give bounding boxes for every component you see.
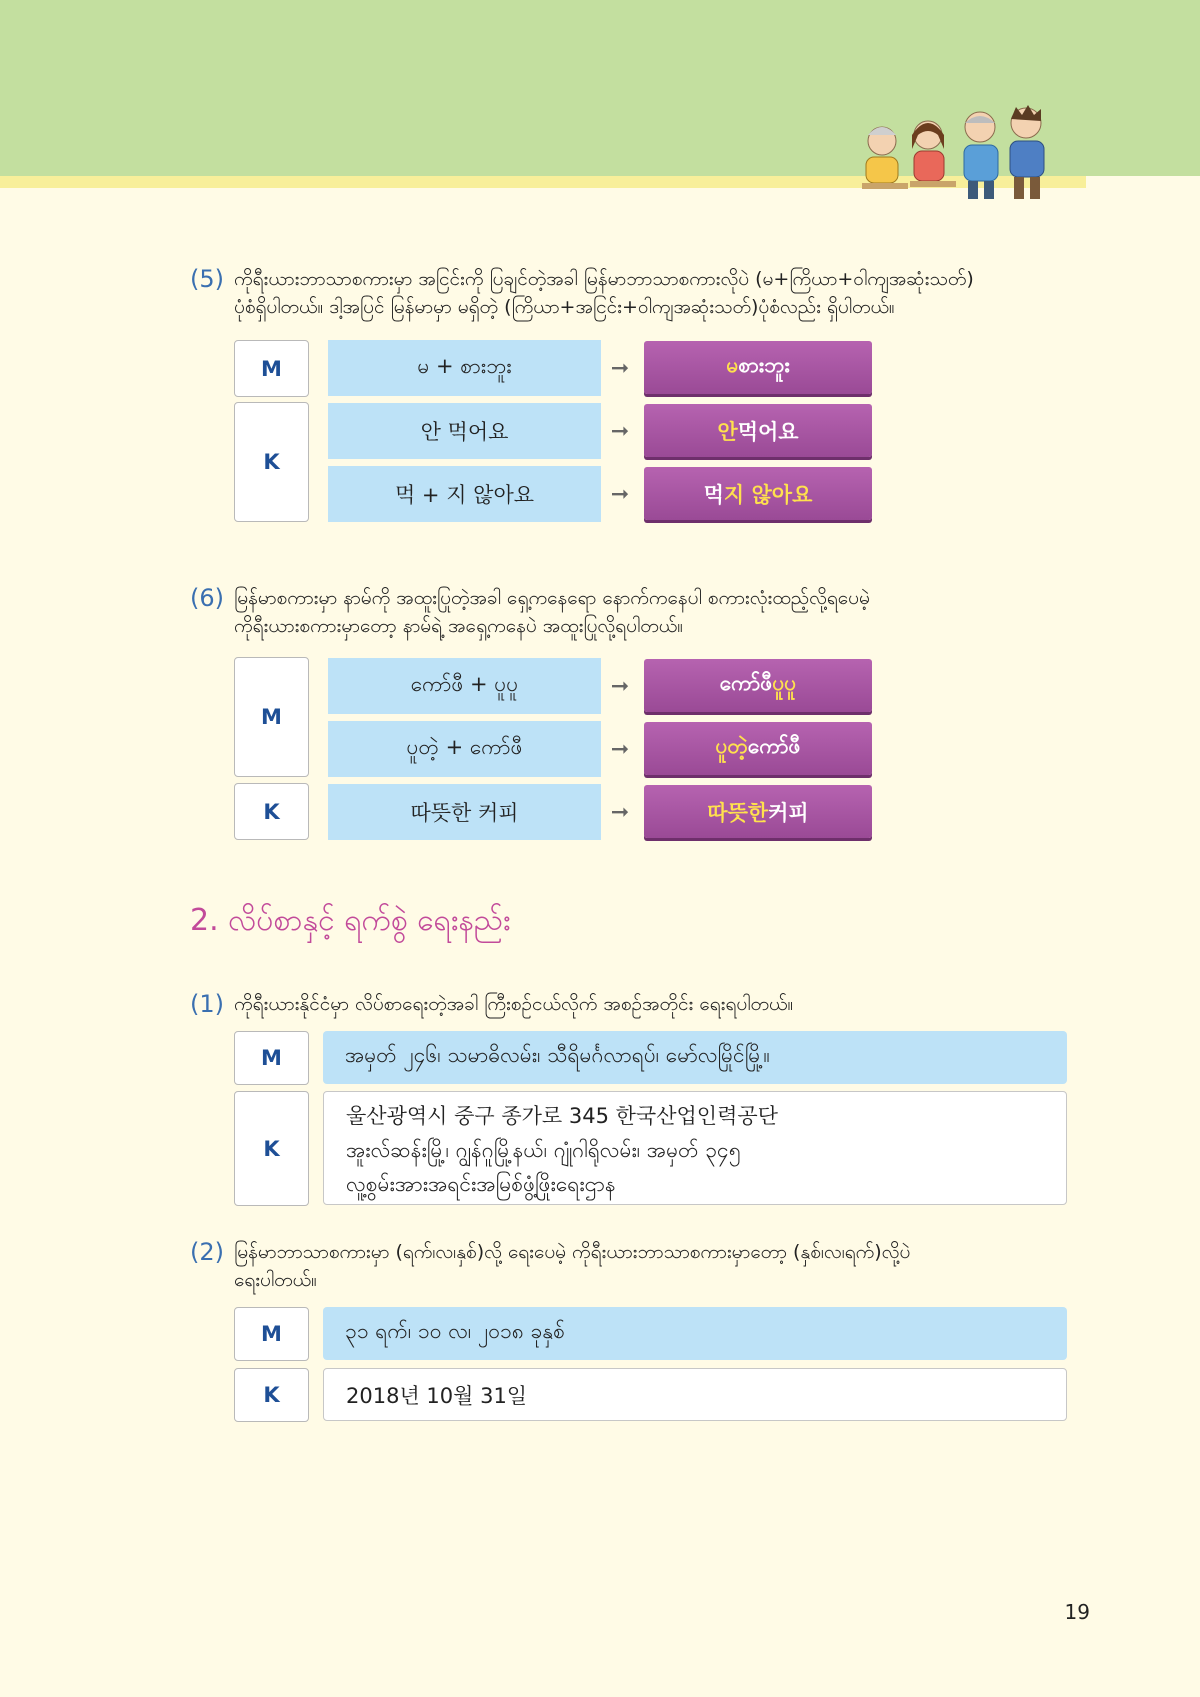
- person-3-icon: [964, 112, 998, 199]
- address-m-box: [323, 1031, 1067, 1084]
- source-box: 먹 + 지 않아요: [328, 466, 601, 522]
- note-text: ကိုရီးယားနိုင်ငံမှာ လိပ်စာရေးတဲ့အခါ ကြီးစဉ်ငယ်လိုက် အစဉ်အတိုင်း ရေးရပါတယ်။: [234, 993, 794, 1015]
- result-highlight: ပူတဲ့: [715, 734, 748, 758]
- arrow-right-icon: ➞: [610, 673, 630, 699]
- source-box: 따뜻한 커피: [328, 784, 601, 840]
- tag-k: K: [234, 783, 309, 840]
- result-box: [644, 722, 872, 775]
- address-k-line: လူ့စွမ်းအားအရင်းအမြစ်ဖွံ့ဖြိုးရေးဌာန: [346, 1172, 616, 1196]
- tag-m: M: [234, 340, 309, 397]
- tag-m: M: [234, 657, 309, 777]
- source-box: ပူတဲ့ + ကော်ဖီ: [328, 721, 601, 777]
- result-pre: ကော်ဖီ: [719, 671, 773, 695]
- source-box: မ + စားဘူး: [328, 340, 601, 396]
- result-highlight: 지 않아요: [723, 482, 813, 507]
- result-box: [644, 467, 872, 520]
- note-number: (1): [190, 990, 224, 1018]
- arrow-right-icon: ➞: [610, 799, 630, 825]
- note-6: [190, 584, 1070, 640]
- note-date: [190, 1238, 1070, 1294]
- note-text-line1: မြန်မာဘာသာစကားမှာ (ရက်၊လ၊နှစ်)လို့ ရေးပေမဲ့ ကိုရီးယားဘာသာစကားမှာတော့ (နှစ်၊လ၊ရက်)လို့ပဲ: [234, 1241, 911, 1263]
- source-box: ကော်ဖီ + ပူပူ: [328, 658, 601, 714]
- note-text-line2: ကိုရီးယားစကားမှာတော့ နာမ်ရဲ့ အရှေ့ကနေပဲ အထူးပြုလို့ရပါတယ်။: [234, 615, 683, 637]
- tag-k: K: [234, 1091, 309, 1206]
- page-number: 19: [1064, 1600, 1090, 1624]
- section-heading: 2. လိပ်စာနှင့် ရက်စွဲ ရေးနည်း: [190, 903, 511, 938]
- note-number: (2): [190, 1238, 224, 1266]
- result-box: [644, 404, 872, 457]
- tag-k: K: [234, 1368, 309, 1422]
- result-highlight: 안: [717, 419, 738, 444]
- address-k-line: အူးလ်ဆန်းမြို့၊ ဂျွန်ဂူမြို့နယ်၊ ဂျုံဂါရိုလမ်း၊ အမှတ် ၃၄၅: [346, 1138, 741, 1162]
- result-highlight: ပူပူ: [772, 671, 797, 695]
- note-text-line1: မြန်မာစကားမှာ နာမ်ကို အထူးပြုတဲ့အခါ ရှေ့ကနေရော နောက်ကနေပါ စကားလုံးထည့်လို့ရပေမဲ့: [234, 587, 870, 609]
- date-m-box: [323, 1307, 1067, 1360]
- arrow-right-icon: ➞: [610, 481, 630, 507]
- person-1-icon: [862, 127, 908, 189]
- tag-m: M: [234, 1307, 309, 1361]
- result-box: [644, 785, 872, 838]
- date-k-box: [323, 1368, 1067, 1421]
- tag-k: K: [234, 402, 309, 522]
- note-text-line2: ရေးပါတယ်။: [234, 1269, 317, 1291]
- note-address: [190, 990, 1070, 1018]
- result-pre: 먹: [703, 482, 724, 507]
- result-post: ကော်ဖီ: [747, 734, 801, 758]
- date-m-value: ၃၁ ရက်၊ ၁၀ လ၊ ၂၀၁၈ ခုနှစ်: [345, 1319, 565, 1343]
- address-k-line: 울산광역시 중구 종가로 345 한국산업인력공단: [346, 1104, 778, 1128]
- result-highlight: 따뜻한: [707, 800, 769, 825]
- note-number: (5): [190, 265, 224, 293]
- note-5: [190, 265, 1070, 321]
- result-highlight: မ: [726, 353, 739, 377]
- source-box: 안 먹어요: [328, 403, 601, 459]
- arrow-right-icon: ➞: [610, 736, 630, 762]
- tag-m: M: [234, 1031, 309, 1085]
- person-2-icon: [910, 121, 956, 187]
- arrow-right-icon: ➞: [610, 355, 630, 381]
- arrow-right-icon: ➞: [610, 418, 630, 444]
- people-illustration: [860, 105, 1060, 210]
- address-m-value: အမှတ် ၂၄၆၊ သမာဓိလမ်း၊ သီရိမင်္ဂလာရပ်၊ မော်လမြိုင်မြို့။: [345, 1043, 770, 1067]
- note-number: (6): [190, 584, 224, 612]
- person-4-icon: [1010, 105, 1044, 199]
- result-post: စားဘူး: [738, 353, 790, 377]
- result-post: 먹어요: [737, 419, 799, 444]
- result-box: [644, 341, 872, 394]
- note-text-line1: ကိုရီးယားဘာသာစကားမှာ အငြင်းကို ပြချင်တဲ့အခါ မြန်မာဘာသာစကားလိုပဲ (မ+ကြိယာ+ဝါကျအဆုံးသတ်): [234, 268, 974, 290]
- result-post: 커피: [768, 800, 809, 825]
- address-k-box: [323, 1091, 1067, 1205]
- result-box: [644, 659, 872, 712]
- date-k-value: 2018년 10월 31일: [346, 1383, 528, 1408]
- note-text-line2: ပုံစံရှိပါတယ်။ ဒါ့အပြင် မြန်မာမှာ မရှိတဲ့ (ကြိယာ+အငြင်း+ဝါကျအဆုံးသတ်)ပုံစံလည်း ရှိပါတယ်။: [234, 296, 895, 318]
